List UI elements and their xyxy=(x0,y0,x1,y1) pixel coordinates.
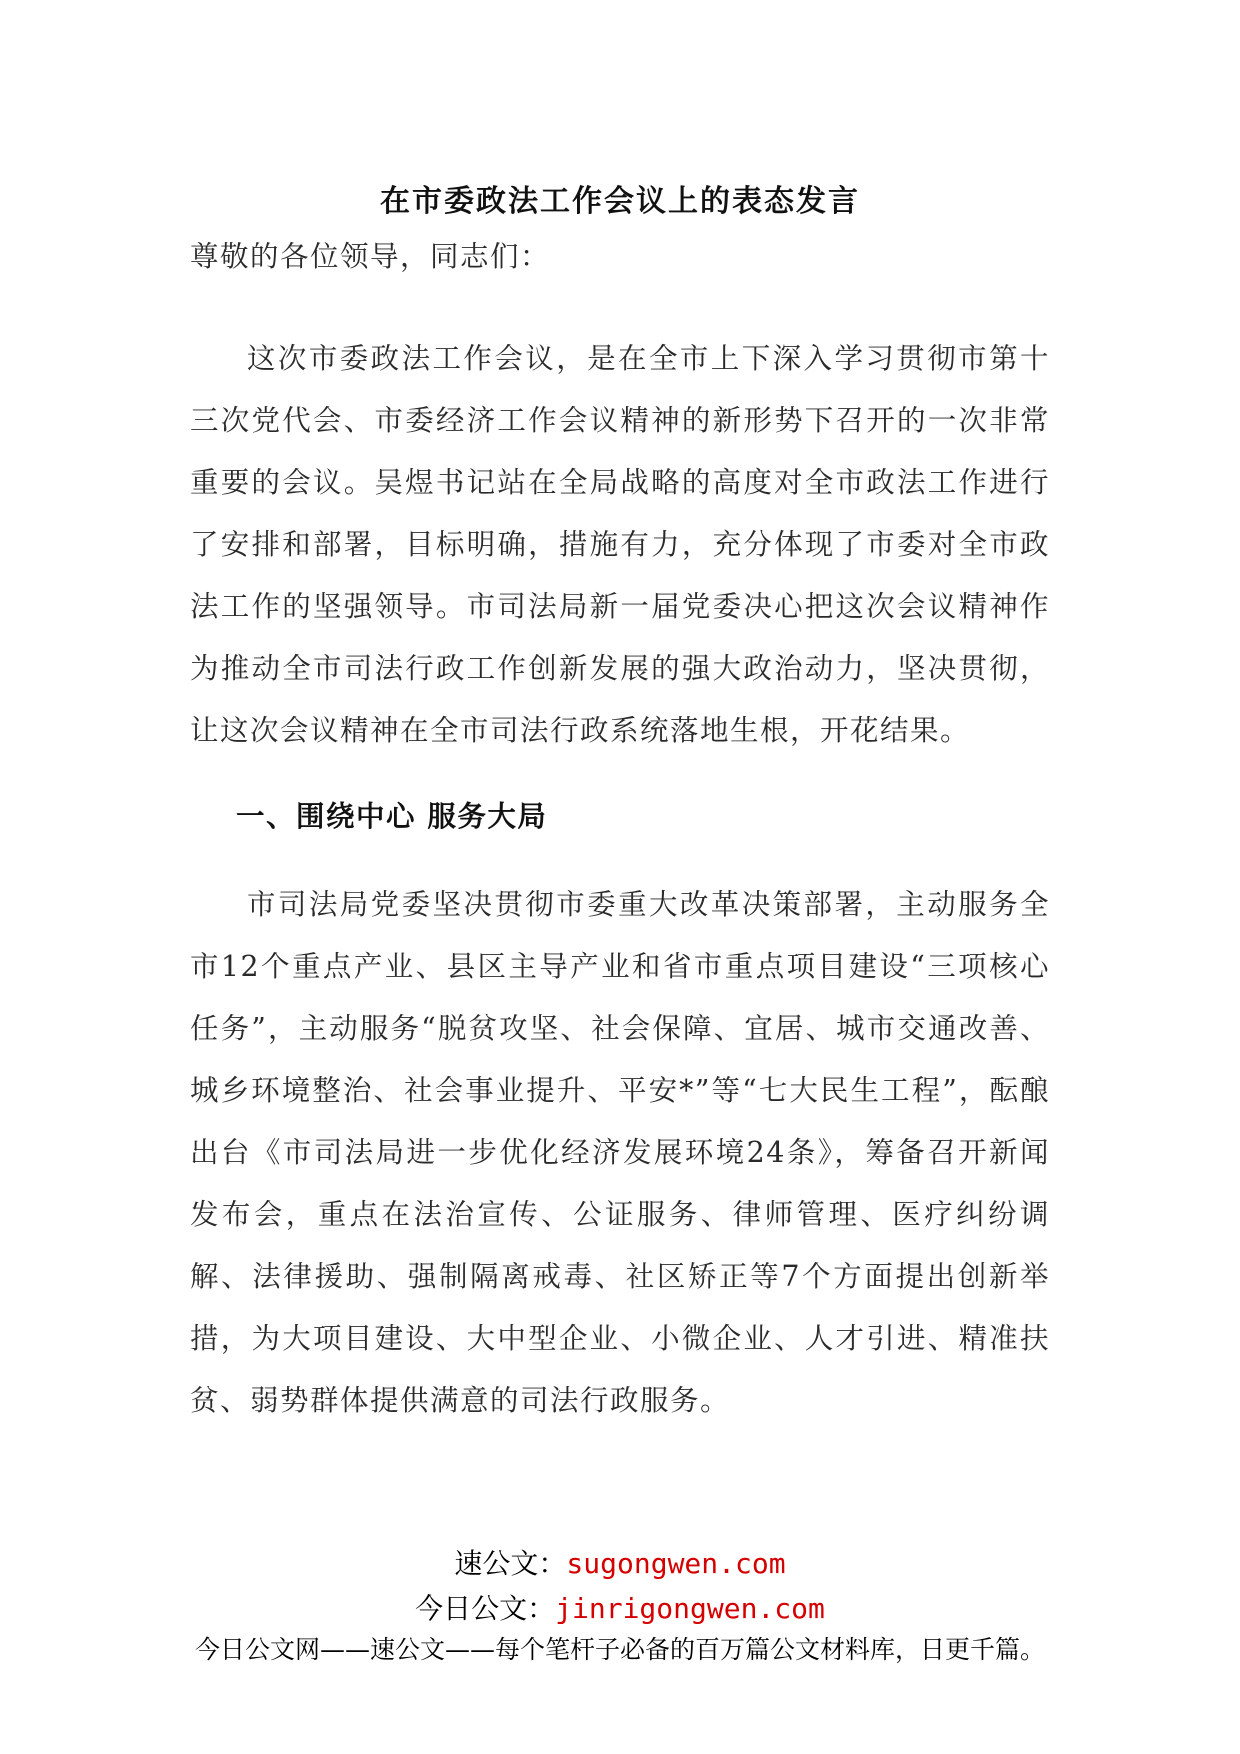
footer-jinrigongwen xyxy=(0,1587,1240,1627)
document-title: 在市委政法工作会议上的表态发言 xyxy=(380,184,860,219)
footer-jinrigongwen-label: 今日公文： xyxy=(415,1592,556,1625)
salutation: 尊敬的各位领导，同志们： xyxy=(190,240,551,273)
paragraph-intro: 这次市委政法工作会议，是在全市上下深入学习贯彻市第十三次党代会、市委经济工作会议精神的新形势下召开的一次非常重要的会议。吴煜书记站在全局战略的高度对全市政法工作进行了安排和部署，目标明确，措施有力，充分体现了市委对全市政法工作的坚强领导。市司法局新一届党委决心把这次会议精神作为推动全市司法行政工作创新发展的强大政治动力，坚决贯彻，让这次会议精神在全市司法行政系统落地生根，开花结果。 xyxy=(190,342,1050,747)
footer-sugongwen-label: 速公文： xyxy=(454,1547,567,1580)
footer-slogan: 今日公文网——速公文——每个笔杆子必备的百万篇公文材料库，日更千篇。 xyxy=(194,1635,1045,1664)
footer-sugongwen-link[interactable]: sugongwen.com xyxy=(566,1547,786,1580)
footer-sugongwen xyxy=(0,1542,1240,1582)
footer-jinrigongwen-link[interactable]: jinrigongwen.com xyxy=(555,1592,825,1625)
section-heading-1: 一、围绕中心 服务大局 xyxy=(236,800,548,833)
paragraph-section-1: 市司法局党委坚决贯彻市委重大改革决策部署，主动服务全市12个重点产业、县区主导产业和省市重点项目建设“三项核心任务”，主动服务“脱贫攻坚、社会保障、宜居、城市交通改善、城乡环境整治、社会事业提升、平安*”等“七大民生工程”，酝酿出台《市司法局进一步优化经济发展环境24条》，筹备召开新闻发布会，重点在法治宣传、公证服务、律师管理、医疗纠纷调解、法律援助、强制隔离戒毒、社区矫正等7个方面提出创新举措，为大项目建设、大中型企业、小微企业、人才引进、精准扶贫、弱势群体提供满意的司法行政服务。 xyxy=(190,888,1050,1417)
